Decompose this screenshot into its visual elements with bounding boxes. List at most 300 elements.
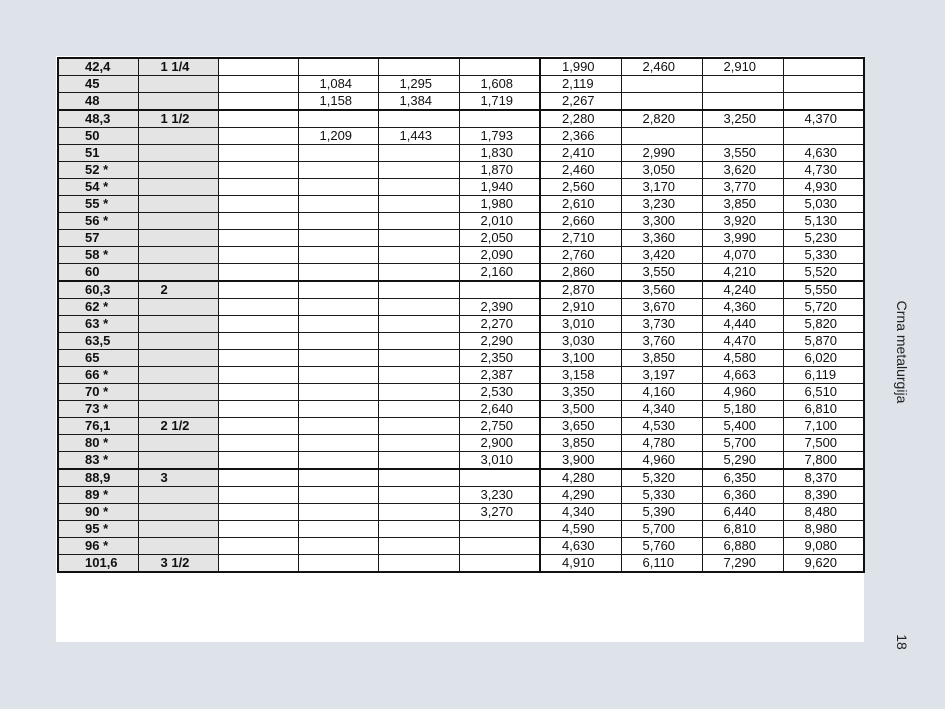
weight-value-cell	[218, 230, 298, 247]
weight-value-cell: 4,290	[540, 487, 621, 504]
page-number: 18	[894, 634, 910, 650]
weight-value-cell: 2,119	[540, 76, 621, 93]
weight-value-cell: 1,830	[459, 145, 540, 162]
outer-diameter-cell: 54 *	[58, 179, 138, 196]
weight-value-cell: 2,760	[540, 247, 621, 264]
weight-value-cell	[218, 179, 298, 196]
table-row	[58, 384, 864, 401]
weight-value-cell	[783, 58, 864, 76]
outer-diameter-cell: 96 *	[58, 538, 138, 555]
weight-value-cell: 4,580	[702, 350, 783, 367]
weight-value-cell: 2,820	[621, 110, 702, 128]
weight-value-cell: 5,030	[783, 196, 864, 213]
outer-diameter-cell: 48,3	[58, 110, 138, 128]
inch-size-cell: 1 1/4	[138, 58, 218, 76]
inch-size-cell	[138, 299, 218, 316]
table-row	[58, 299, 864, 316]
table-row	[58, 435, 864, 452]
table-row	[58, 521, 864, 538]
weight-value-cell	[378, 299, 459, 316]
weight-value-cell: 1,990	[540, 58, 621, 76]
weight-value-cell: 7,290	[702, 555, 783, 573]
outer-diameter-cell: 57	[58, 230, 138, 247]
inch-size-cell: 3 1/2	[138, 555, 218, 573]
weight-value-cell: 3,670	[621, 299, 702, 316]
inch-size-cell	[138, 384, 218, 401]
outer-diameter-cell: 95 *	[58, 521, 138, 538]
weight-value-cell: 3,197	[621, 367, 702, 384]
weight-value-cell: 1,158	[298, 93, 378, 111]
table-row	[58, 110, 864, 128]
weight-value-cell: 3,560	[621, 281, 702, 299]
weight-value-cell	[378, 452, 459, 470]
weight-value-cell: 3,360	[621, 230, 702, 247]
weight-value-cell: 3,850	[540, 435, 621, 452]
weight-value-cell: 2,710	[540, 230, 621, 247]
table-row	[58, 538, 864, 555]
table-row	[58, 93, 864, 111]
weight-value-cell: 5,870	[783, 333, 864, 350]
weight-value-cell: 2,460	[540, 162, 621, 179]
weight-value-cell	[298, 452, 378, 470]
weight-value-cell	[298, 418, 378, 435]
inch-size-cell	[138, 162, 218, 179]
weight-value-cell: 3,170	[621, 179, 702, 196]
weight-value-cell	[378, 281, 459, 299]
outer-diameter-cell: 62 *	[58, 299, 138, 316]
weight-value-cell: 4,070	[702, 247, 783, 264]
table-row	[58, 128, 864, 145]
weight-value-cell: 1,870	[459, 162, 540, 179]
inch-size-cell: 2 1/2	[138, 418, 218, 435]
weight-value-cell: 2,610	[540, 196, 621, 213]
weight-value-cell	[378, 350, 459, 367]
weight-value-cell: 5,320	[621, 469, 702, 487]
weight-value-cell	[298, 555, 378, 573]
weight-value-cell: 4,730	[783, 162, 864, 179]
outer-diameter-cell: 60,3	[58, 281, 138, 299]
weight-value-cell	[218, 299, 298, 316]
weight-value-cell	[218, 145, 298, 162]
weight-value-cell: 4,630	[783, 145, 864, 162]
weight-value-cell: 5,720	[783, 299, 864, 316]
weight-value-cell: 6,440	[702, 504, 783, 521]
weight-value-cell	[298, 110, 378, 128]
outer-diameter-cell: 45	[58, 76, 138, 93]
weight-value-cell: 1,295	[378, 76, 459, 93]
weight-value-cell: 1,793	[459, 128, 540, 145]
weight-value-cell	[378, 538, 459, 555]
weight-value-cell: 3,770	[702, 179, 783, 196]
weight-value-cell	[218, 435, 298, 452]
weight-value-cell	[218, 350, 298, 367]
weight-value-cell: 9,080	[783, 538, 864, 555]
table-row	[58, 76, 864, 93]
weight-value-cell	[218, 76, 298, 93]
weight-value-cell: 2,910	[702, 58, 783, 76]
table-row	[58, 504, 864, 521]
weight-value-cell: 5,130	[783, 213, 864, 230]
weight-value-cell	[298, 521, 378, 538]
weight-value-cell	[378, 213, 459, 230]
weight-value-cell	[459, 281, 540, 299]
weight-value-cell: 5,330	[621, 487, 702, 504]
weight-value-cell: 5,400	[702, 418, 783, 435]
weight-value-cell: 3,010	[540, 316, 621, 333]
outer-diameter-cell: 80 *	[58, 435, 138, 452]
table-row	[58, 264, 864, 282]
weight-value-cell: 1,940	[459, 179, 540, 196]
weight-value-cell	[298, 401, 378, 418]
weight-value-cell	[218, 247, 298, 264]
weight-value-cell: 6,360	[702, 487, 783, 504]
weight-value-cell: 4,240	[702, 281, 783, 299]
weight-value-cell	[378, 487, 459, 504]
section-side-label: Crna metalurgija	[894, 300, 910, 404]
weight-value-cell	[621, 93, 702, 111]
table-row	[58, 145, 864, 162]
weight-value-cell	[218, 281, 298, 299]
weight-value-cell	[218, 93, 298, 111]
weight-value-cell	[218, 367, 298, 384]
outer-diameter-cell: 83 *	[58, 452, 138, 470]
weight-value-cell	[298, 281, 378, 299]
weight-value-cell: 2,366	[540, 128, 621, 145]
outer-diameter-cell: 90 *	[58, 504, 138, 521]
weight-value-cell	[298, 487, 378, 504]
weight-value-cell	[298, 145, 378, 162]
weight-value-cell	[621, 76, 702, 93]
inch-size-cell	[138, 213, 218, 230]
weight-value-cell: 6,880	[702, 538, 783, 555]
weight-value-cell: 5,700	[621, 521, 702, 538]
weight-value-cell: 2,990	[621, 145, 702, 162]
weight-value-cell: 2,090	[459, 247, 540, 264]
outer-diameter-cell: 50	[58, 128, 138, 145]
weight-value-cell	[218, 418, 298, 435]
outer-diameter-cell: 73 *	[58, 401, 138, 418]
weight-value-cell: 3,730	[621, 316, 702, 333]
inch-size-cell	[138, 247, 218, 264]
weight-value-cell: 5,290	[702, 452, 783, 470]
pipe-weight-table	[57, 57, 865, 573]
weight-value-cell: 6,110	[621, 555, 702, 573]
weight-value-cell: 6,810	[702, 521, 783, 538]
weight-value-cell	[378, 162, 459, 179]
weight-value-cell: 2,390	[459, 299, 540, 316]
inch-size-cell	[138, 230, 218, 247]
weight-value-cell: 5,760	[621, 538, 702, 555]
weight-value-cell	[218, 452, 298, 470]
weight-value-cell: 4,960	[621, 452, 702, 470]
weight-value-cell	[459, 538, 540, 555]
weight-value-cell: 6,119	[783, 367, 864, 384]
inch-size-cell	[138, 504, 218, 521]
outer-diameter-cell: 76,1	[58, 418, 138, 435]
weight-value-cell: 2,160	[459, 264, 540, 282]
inch-size-cell: 2	[138, 281, 218, 299]
table-row	[58, 196, 864, 213]
weight-value-cell	[378, 521, 459, 538]
table-row	[58, 247, 864, 264]
inch-size-cell	[138, 145, 218, 162]
weight-value-cell	[298, 504, 378, 521]
weight-value-cell: 3,420	[621, 247, 702, 264]
outer-diameter-cell: 88,9	[58, 469, 138, 487]
weight-value-cell: 1,608	[459, 76, 540, 93]
weight-value-cell: 3,030	[540, 333, 621, 350]
weight-value-cell	[459, 58, 540, 76]
inch-size-cell	[138, 452, 218, 470]
weight-value-cell: 2,860	[540, 264, 621, 282]
outer-diameter-cell: 58 *	[58, 247, 138, 264]
table-row	[58, 162, 864, 179]
outer-diameter-cell: 66 *	[58, 367, 138, 384]
weight-value-cell	[298, 247, 378, 264]
weight-value-cell	[459, 555, 540, 573]
weight-value-cell	[218, 58, 298, 76]
weight-value-cell: 4,360	[702, 299, 783, 316]
weight-value-cell: 3,650	[540, 418, 621, 435]
outer-diameter-cell: 60	[58, 264, 138, 282]
weight-value-cell: 4,663	[702, 367, 783, 384]
inch-size-cell	[138, 401, 218, 418]
weight-value-cell: 2,560	[540, 179, 621, 196]
weight-value-cell: 3,250	[702, 110, 783, 128]
inch-size-cell	[138, 179, 218, 196]
weight-value-cell: 2,270	[459, 316, 540, 333]
weight-value-cell	[783, 76, 864, 93]
weight-value-cell: 7,100	[783, 418, 864, 435]
weight-value-cell	[298, 367, 378, 384]
weight-value-cell: 2,387	[459, 367, 540, 384]
weight-value-cell: 5,700	[702, 435, 783, 452]
weight-value-cell	[218, 316, 298, 333]
outer-diameter-cell: 89 *	[58, 487, 138, 504]
weight-value-cell: 3,350	[540, 384, 621, 401]
weight-value-cell: 4,590	[540, 521, 621, 538]
weight-value-cell: 6,350	[702, 469, 783, 487]
weight-value-cell	[218, 264, 298, 282]
weight-value-cell	[298, 384, 378, 401]
weight-value-cell: 2,900	[459, 435, 540, 452]
inch-size-cell: 1 1/2	[138, 110, 218, 128]
weight-value-cell	[218, 538, 298, 555]
weight-value-cell: 6,510	[783, 384, 864, 401]
table-row	[58, 213, 864, 230]
inch-size-cell	[138, 367, 218, 384]
weight-value-cell	[298, 196, 378, 213]
weight-value-cell	[702, 76, 783, 93]
outer-diameter-cell: 55 *	[58, 196, 138, 213]
table-row	[58, 333, 864, 350]
weight-value-cell	[218, 521, 298, 538]
weight-value-cell: 3,550	[702, 145, 783, 162]
table-row	[58, 367, 864, 384]
weight-value-cell: 7,500	[783, 435, 864, 452]
weight-value-cell: 2,460	[621, 58, 702, 76]
weight-value-cell: 5,180	[702, 401, 783, 418]
weight-value-cell: 2,750	[459, 418, 540, 435]
weight-value-cell: 4,440	[702, 316, 783, 333]
weight-value-cell: 2,640	[459, 401, 540, 418]
weight-value-cell: 4,340	[540, 504, 621, 521]
outer-diameter-cell: 63,5	[58, 333, 138, 350]
weight-value-cell	[298, 316, 378, 333]
table-row	[58, 401, 864, 418]
weight-value-cell	[298, 299, 378, 316]
inch-size-cell	[138, 350, 218, 367]
weight-value-cell	[298, 179, 378, 196]
weight-value-cell	[621, 128, 702, 145]
weight-value-cell	[378, 264, 459, 282]
weight-value-cell: 3,990	[702, 230, 783, 247]
weight-value-cell: 4,960	[702, 384, 783, 401]
weight-value-cell: 2,010	[459, 213, 540, 230]
table-row	[58, 350, 864, 367]
weight-value-cell: 1,084	[298, 76, 378, 93]
table-row	[58, 487, 864, 504]
weight-value-cell: 2,267	[540, 93, 621, 111]
weight-value-cell: 3,230	[459, 487, 540, 504]
inch-size-cell	[138, 333, 218, 350]
weight-value-cell	[378, 230, 459, 247]
weight-value-cell	[378, 333, 459, 350]
weight-value-cell	[378, 384, 459, 401]
weight-value-cell: 4,280	[540, 469, 621, 487]
weight-value-cell: 8,480	[783, 504, 864, 521]
weight-value-cell: 2,350	[459, 350, 540, 367]
outer-diameter-cell: 52 *	[58, 162, 138, 179]
weight-value-cell	[218, 213, 298, 230]
outer-diameter-cell: 101,6	[58, 555, 138, 573]
weight-value-cell	[378, 367, 459, 384]
weight-value-cell	[378, 418, 459, 435]
outer-diameter-cell: 56 *	[58, 213, 138, 230]
outer-diameter-cell: 42,4	[58, 58, 138, 76]
weight-value-cell: 4,930	[783, 179, 864, 196]
weight-value-cell	[298, 58, 378, 76]
inch-size-cell	[138, 435, 218, 452]
weight-value-cell: 2,870	[540, 281, 621, 299]
table-row	[58, 555, 864, 573]
weight-value-cell	[378, 316, 459, 333]
weight-value-cell	[702, 93, 783, 111]
weight-value-cell: 4,160	[621, 384, 702, 401]
weight-value-cell	[298, 264, 378, 282]
outer-diameter-cell: 70 *	[58, 384, 138, 401]
weight-value-cell	[218, 128, 298, 145]
weight-value-cell	[459, 469, 540, 487]
weight-value-cell: 5,550	[783, 281, 864, 299]
weight-value-cell: 3,760	[621, 333, 702, 350]
weight-value-cell: 3,850	[702, 196, 783, 213]
weight-value-cell	[378, 435, 459, 452]
weight-value-cell: 5,520	[783, 264, 864, 282]
weight-value-cell	[218, 384, 298, 401]
weight-value-cell: 4,370	[783, 110, 864, 128]
table-row	[58, 452, 864, 470]
weight-value-cell: 6,020	[783, 350, 864, 367]
weight-value-cell: 3,300	[621, 213, 702, 230]
inch-size-cell	[138, 196, 218, 213]
weight-value-cell: 3,230	[621, 196, 702, 213]
weight-value-cell	[378, 247, 459, 264]
inch-size-cell	[138, 76, 218, 93]
weight-value-cell	[783, 93, 864, 111]
weight-value-cell: 2,530	[459, 384, 540, 401]
weight-value-cell: 3,850	[621, 350, 702, 367]
weight-value-cell: 5,230	[783, 230, 864, 247]
weight-value-cell: 4,470	[702, 333, 783, 350]
weight-value-cell: 8,370	[783, 469, 864, 487]
weight-value-cell: 2,280	[540, 110, 621, 128]
inch-size-cell	[138, 487, 218, 504]
weight-value-cell	[378, 145, 459, 162]
weight-value-cell: 8,390	[783, 487, 864, 504]
weight-value-cell	[783, 128, 864, 145]
weight-value-cell	[218, 469, 298, 487]
table-row	[58, 316, 864, 333]
table-row	[58, 179, 864, 196]
table-row	[58, 469, 864, 487]
table-row	[58, 58, 864, 76]
weight-value-cell: 3,900	[540, 452, 621, 470]
weight-value-cell	[218, 555, 298, 573]
weight-value-cell	[218, 162, 298, 179]
weight-value-cell: 3,050	[621, 162, 702, 179]
weight-value-cell	[459, 521, 540, 538]
weight-value-cell	[378, 401, 459, 418]
weight-value-cell	[218, 487, 298, 504]
weight-value-cell	[298, 333, 378, 350]
weight-value-cell: 4,630	[540, 538, 621, 555]
weight-value-cell	[702, 128, 783, 145]
weight-value-cell	[218, 110, 298, 128]
weight-value-cell: 8,980	[783, 521, 864, 538]
outer-diameter-cell: 65	[58, 350, 138, 367]
outer-diameter-cell: 48	[58, 93, 138, 111]
inch-size-cell	[138, 128, 218, 145]
weight-value-cell	[459, 110, 540, 128]
weight-value-cell: 2,410	[540, 145, 621, 162]
weight-value-cell	[298, 230, 378, 247]
weight-value-cell: 7,800	[783, 452, 864, 470]
weight-value-cell: 2,910	[540, 299, 621, 316]
inch-size-cell: 3	[138, 469, 218, 487]
weight-value-cell: 6,810	[783, 401, 864, 418]
inch-size-cell	[138, 538, 218, 555]
weight-value-cell: 5,390	[621, 504, 702, 521]
weight-value-cell: 3,500	[540, 401, 621, 418]
weight-value-cell	[378, 110, 459, 128]
weight-value-cell: 5,330	[783, 247, 864, 264]
table-row	[58, 418, 864, 435]
weight-value-cell: 1,980	[459, 196, 540, 213]
weight-value-cell: 4,910	[540, 555, 621, 573]
weight-value-cell: 9,620	[783, 555, 864, 573]
weight-value-cell: 3,920	[702, 213, 783, 230]
weight-value-cell: 4,210	[702, 264, 783, 282]
inch-size-cell	[138, 93, 218, 111]
inch-size-cell	[138, 316, 218, 333]
weight-value-cell: 3,158	[540, 367, 621, 384]
weight-value-cell	[218, 333, 298, 350]
weight-value-cell: 4,340	[621, 401, 702, 418]
weight-value-cell	[298, 538, 378, 555]
weight-value-cell: 4,530	[621, 418, 702, 435]
weight-value-cell: 3,100	[540, 350, 621, 367]
